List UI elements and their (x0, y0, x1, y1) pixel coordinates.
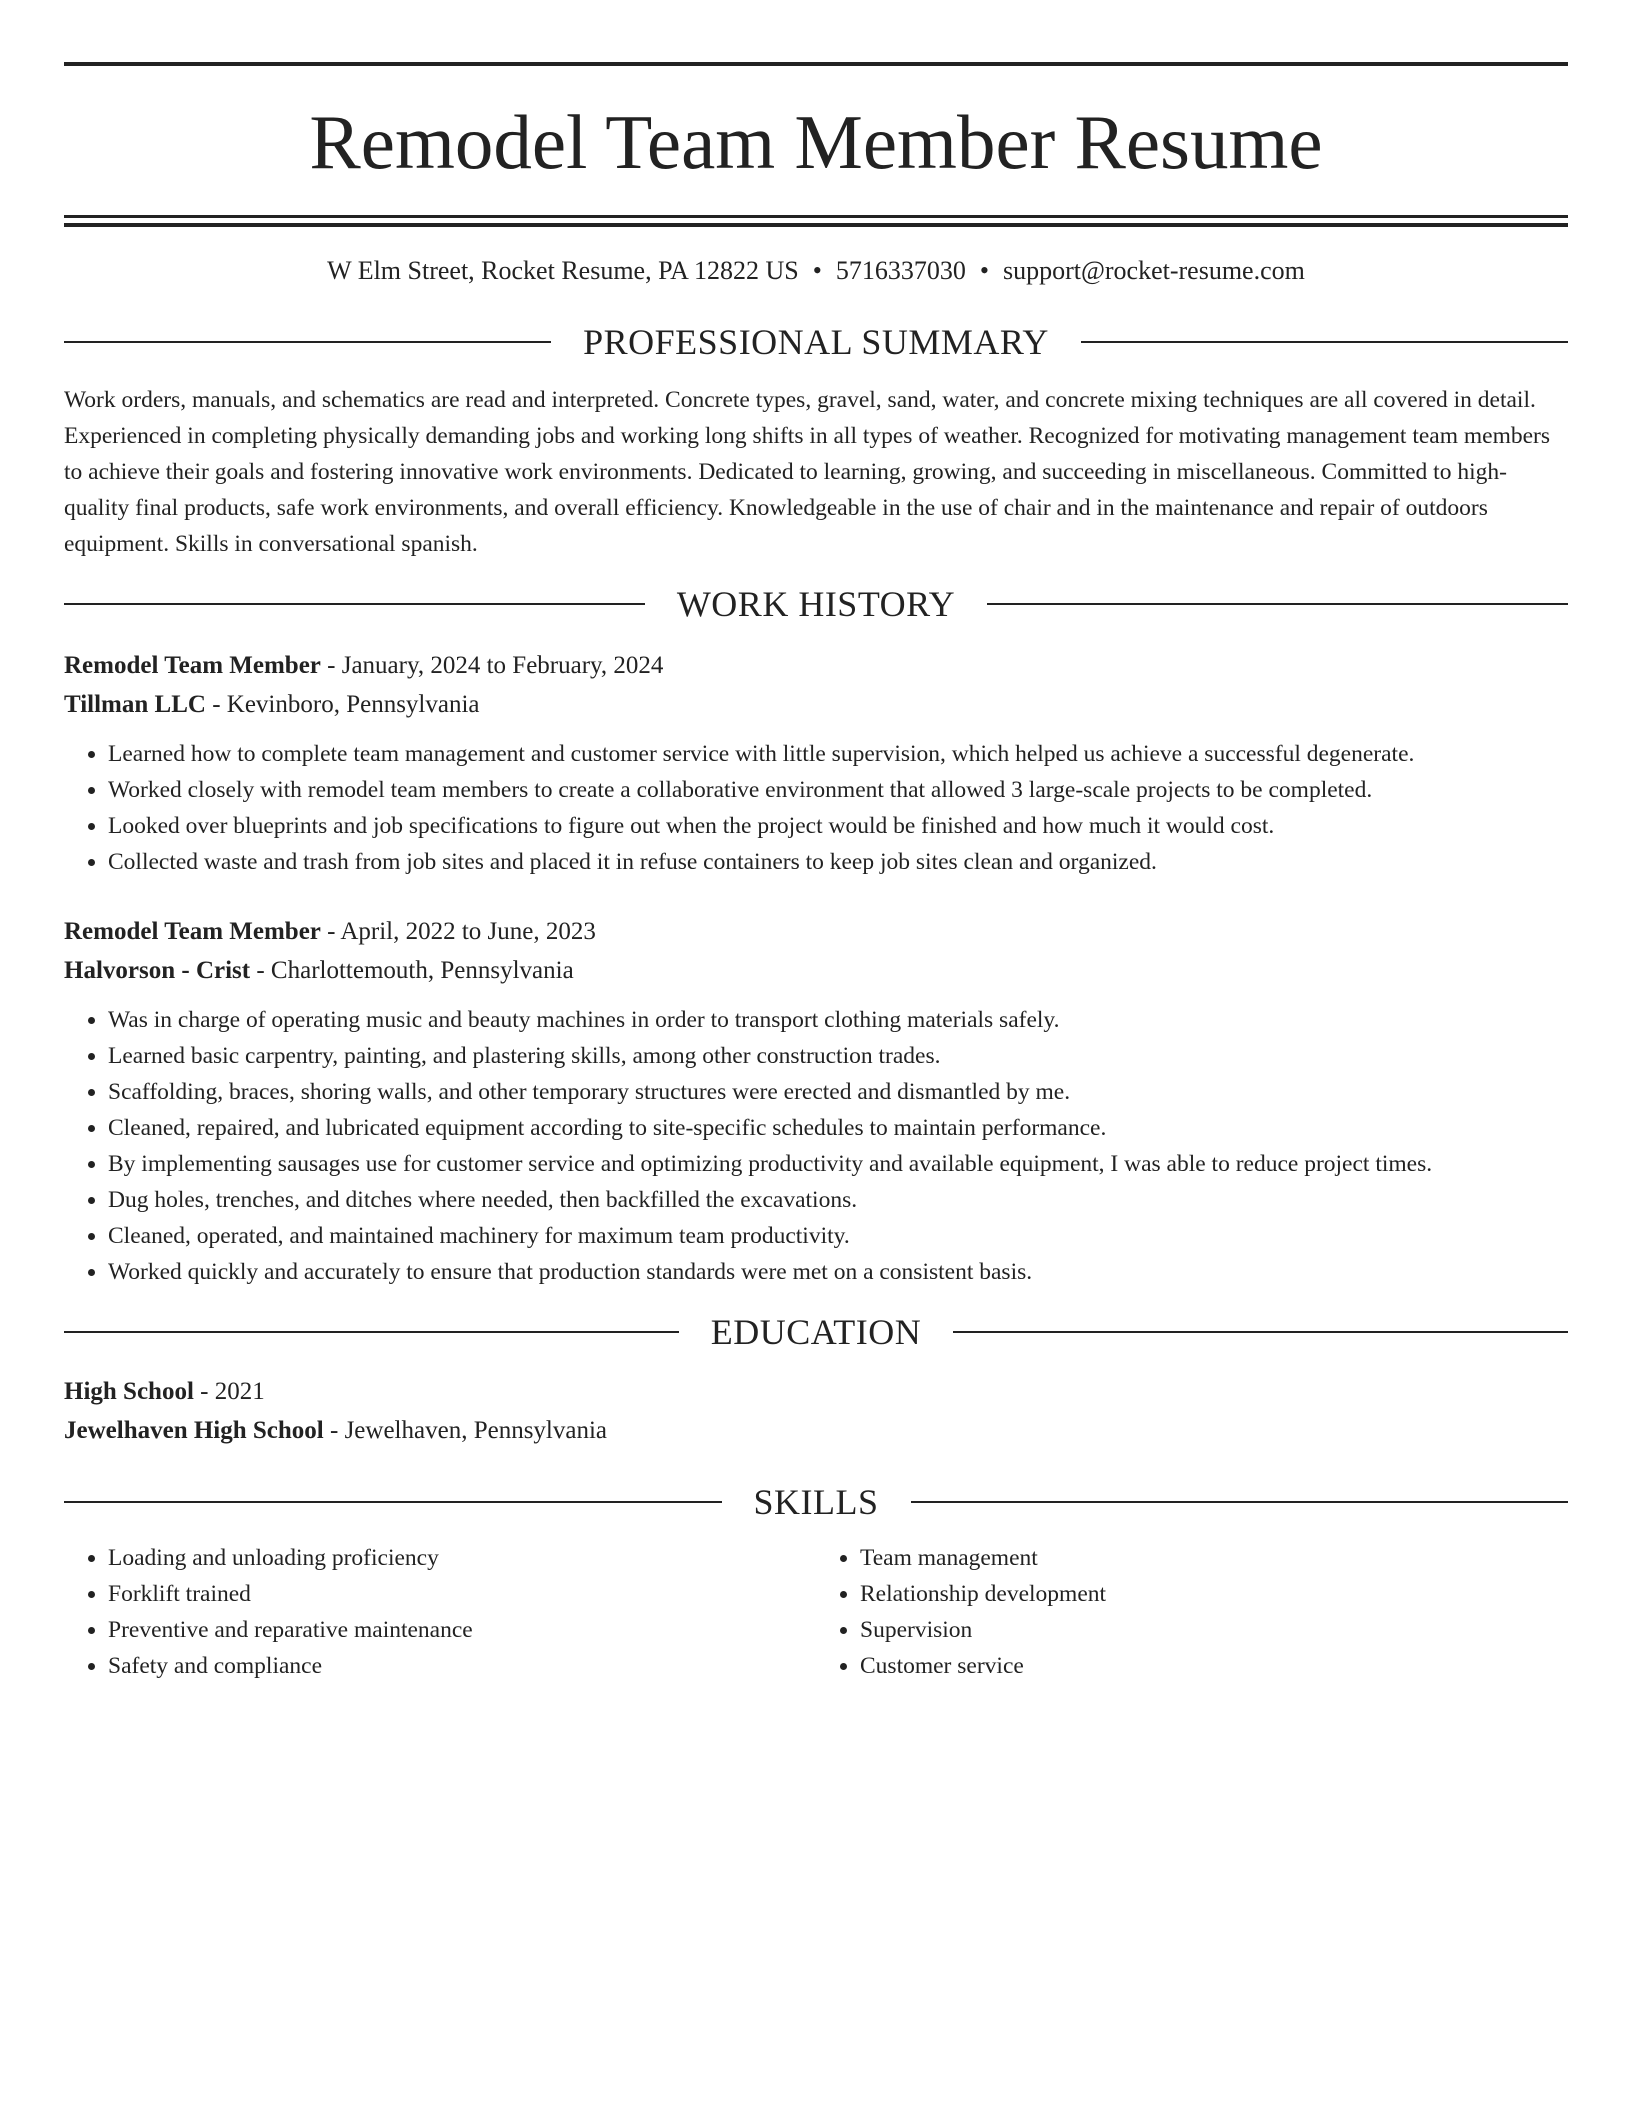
job-title-line (64, 912, 1568, 951)
job-dates: - April, 2022 to June, 2023 (320, 918, 596, 946)
skills-list-left (64, 1540, 816, 1684)
job-bullet: • Worked closely with remodel team members to create a collaborative environment that allowed 3 large-scale projects to be completed. (108, 772, 1568, 808)
section-title: PROFESSIONAL SUMMARY (583, 322, 1049, 363)
job-company-line (64, 685, 1568, 724)
education-year: - 2021 (193, 1378, 265, 1406)
job-company: Halvorson - Crist (64, 957, 251, 985)
education-location: - Jewelhaven, Pennsylvania (323, 1417, 608, 1445)
skill-item: • Safety and compliance (108, 1648, 816, 1684)
education-entry (64, 1372, 1568, 1450)
top-rule (64, 62, 1568, 66)
section-header-work-history (64, 584, 1568, 625)
job-location: - Kevinboro, Pennsylvania (205, 691, 480, 719)
section-title: EDUCATION (710, 1312, 922, 1353)
divider-line (987, 603, 1568, 605)
job-bullet: • Dug holes, trenches, and ditches where needed, then backfilled the excavations. (108, 1182, 1568, 1218)
job-bullet: • Scaffolding, braces, shoring walls, and other temporary structures were erected and dismantled by me. (108, 1074, 1568, 1110)
education-degree: High School (64, 1378, 194, 1406)
job-title-line (64, 646, 1568, 685)
job-bullet: • By implementing sausages use for customer service and optimizing productivity and available equipment, I was able to reduce project times. (108, 1146, 1568, 1182)
skill-item: • Preventive and reparative maintenance (108, 1612, 816, 1648)
divider-line (64, 1331, 679, 1333)
contact-separator: • (979, 256, 989, 285)
job-bullet: • Learned how to complete team management and customer service with little supervision, which helped us achieve a successful degenerate. (108, 736, 1568, 772)
skill-item: • Loading and unloading proficiency (108, 1540, 816, 1576)
skill-item: • Relationship development (860, 1576, 1568, 1612)
resume-title: Remodel Team Member Resume (309, 99, 1323, 185)
job-company: Tillman LLC (64, 691, 206, 719)
job-bullet: • Learned basic carpentry, painting, and plastering skills, among other construction trades. (108, 1038, 1568, 1074)
job-bullets (64, 1002, 1568, 1290)
job-entry (64, 912, 1568, 1290)
contact-phone: 5716337030 (835, 256, 966, 285)
divider-line (64, 341, 551, 343)
divider-line (911, 1501, 1569, 1503)
job-location: - Charlottemouth, Pennsylvania (250, 957, 574, 985)
section-header-summary (64, 322, 1568, 363)
title-double-rule (64, 215, 1568, 227)
job-role: Remodel Team Member (64, 652, 321, 680)
job-bullet: • Looked over blueprints and job specifications to figure out when the project would be finished and how much it would cost. (108, 808, 1568, 844)
skills-list-right (816, 1540, 1568, 1684)
education-school-line (64, 1411, 1568, 1450)
job-bullets (64, 736, 1568, 880)
skill-item: • Supervision (860, 1612, 1568, 1648)
contact-email: support@rocket-resume.com (1002, 256, 1305, 285)
divider-line (64, 603, 645, 605)
summary-text: Work orders, manuals, and schematics are read and interpreted. Concrete types, gravel, sand, water, and concrete mixing techniques are all covered in detail. Experienced in completing physically demanding jobs and working long shifts in all types of weather. Recognized for motivating management team members to achieve their goals and fostering innovative work environments. Dedicated to learning, growing, and succeeding in miscellaneous. Committed to high-quality final products, safe work environments, and overall efficiency. Knowledgeable in the use of chair and in the maintenance and repair of outdoors equipment. Skills in conversational spanish. (64, 387, 1550, 558)
job-bullet: • Was in charge of operating music and beauty machines in order to transport clothing materials safely. (108, 1002, 1568, 1038)
contact-line (64, 255, 1568, 286)
job-entry (64, 646, 1568, 880)
job-dates: - January, 2024 to February, 2024 (320, 652, 664, 680)
education-school: Jewelhaven High School (64, 1417, 324, 1445)
job-bullet: • Worked quickly and accurately to ensure that production standards were met on a consistent basis. (108, 1254, 1568, 1290)
skills-columns (64, 1540, 1568, 1684)
job-bullet: • Cleaned, repaired, and lubricated equipment according to site-specific schedules to maintain performance. (108, 1110, 1568, 1146)
job-bullet: • Collected waste and trash from job sites and placed it in refuse containers to keep job sites clean and organized. (108, 844, 1568, 880)
skill-item: • Team management (860, 1540, 1568, 1576)
divider-line (953, 1331, 1568, 1333)
divider-line (1081, 341, 1568, 343)
skill-item: • Customer service (860, 1648, 1568, 1684)
section-title: WORK HISTORY (676, 584, 956, 625)
divider-line (64, 1501, 722, 1503)
section-header-skills (64, 1482, 1568, 1523)
skill-item: • Forklift trained (108, 1576, 816, 1612)
job-role: Remodel Team Member (64, 918, 321, 946)
contact-separator: • (812, 256, 822, 285)
education-degree-line (64, 1372, 1568, 1411)
job-bullet: • Cleaned, operated, and maintained machinery for maximum team productivity. (108, 1218, 1568, 1254)
contact-address: W Elm Street, Rocket Resume, PA 12822 US (327, 256, 799, 285)
job-company-line (64, 951, 1568, 990)
section-title: SKILLS (753, 1482, 879, 1523)
section-header-education (64, 1312, 1568, 1353)
